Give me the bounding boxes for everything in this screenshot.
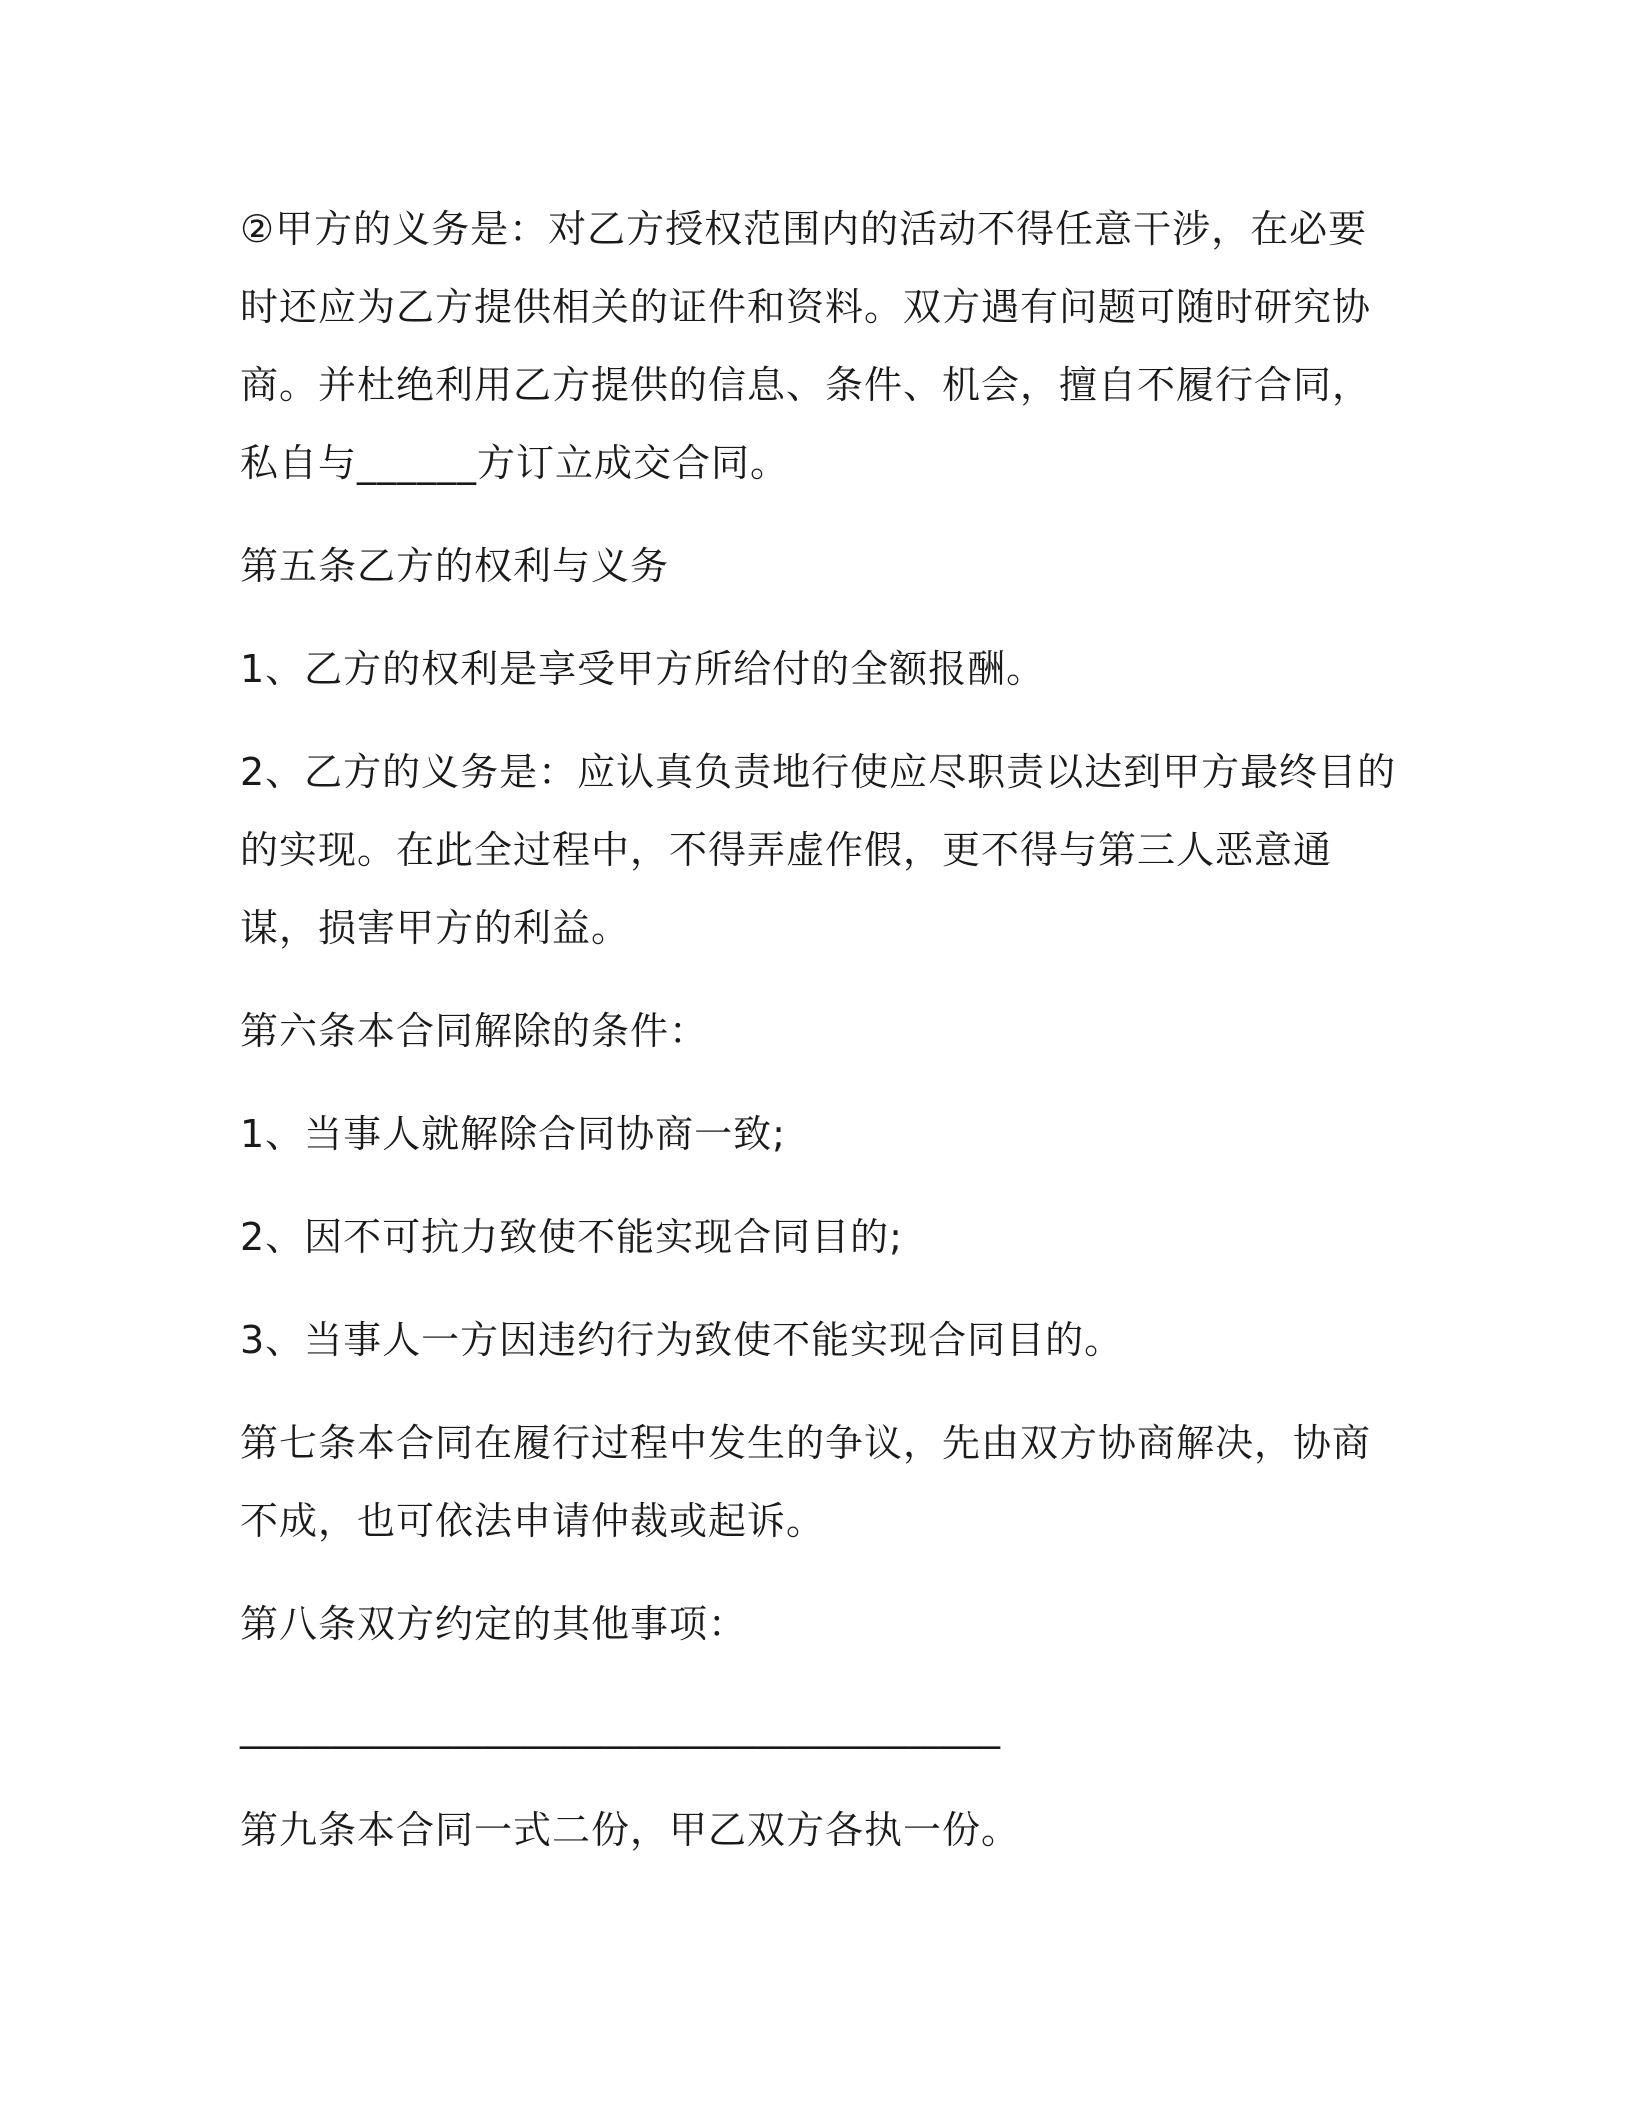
heading-article-6: 第六条本合同解除的条件： [240, 1009, 709, 1053]
paragraph-article-9-copies: 第九条本合同一式二份，甲乙双方各执一份。 [240, 1808, 1021, 1852]
list-item-termination-1: 1、当事人就解除合同协商一致; [240, 1112, 786, 1156]
heading-article-5: 第五条乙方的权利与义务 [240, 544, 670, 588]
blank-fill-line: ________________________________________ [240, 1705, 1000, 1749]
paragraph-article-7-disputes: 第七条本合同在履行过程中发生的争议，先由双方协商解决，协商不成，也可依法申请仲裁或起诉。 [240, 1421, 1372, 1543]
list-item-termination-3: 3、当事人一方因违约行为致使不能实现合同目的。 [240, 1318, 1124, 1362]
document-page [240, 190, 1400, 1894]
list-item-termination-2: 2、因不可抗力致使不能实现合同目的; [240, 1215, 903, 1259]
heading-article-8: 第八条双方约定的其他事项： [240, 1602, 748, 1646]
paragraph-party-a-obligations: ②甲方的义务是：对乙方授权范围内的活动不得任意干涉，在必要时还应为乙方提供相关的证件和资料。双方遇有问题可随时研究协商。并杜绝利用乙方提供的信息、条件、机会，擅自不履行合同，私自与______方订立成交合同。 [240, 207, 1372, 485]
paragraph-party-b-obligations: 2、乙方的义务是：应认真负责地行使应尽职责以达到甲方最终目的的实现。在此全过程中，不得弄虚作假，更不得与第三人恶意通谋，损害甲方的利益。 [240, 750, 1397, 950]
paragraph-party-b-rights: 1、乙方的权利是享受甲方所给付的全额报酬。 [240, 647, 1046, 691]
